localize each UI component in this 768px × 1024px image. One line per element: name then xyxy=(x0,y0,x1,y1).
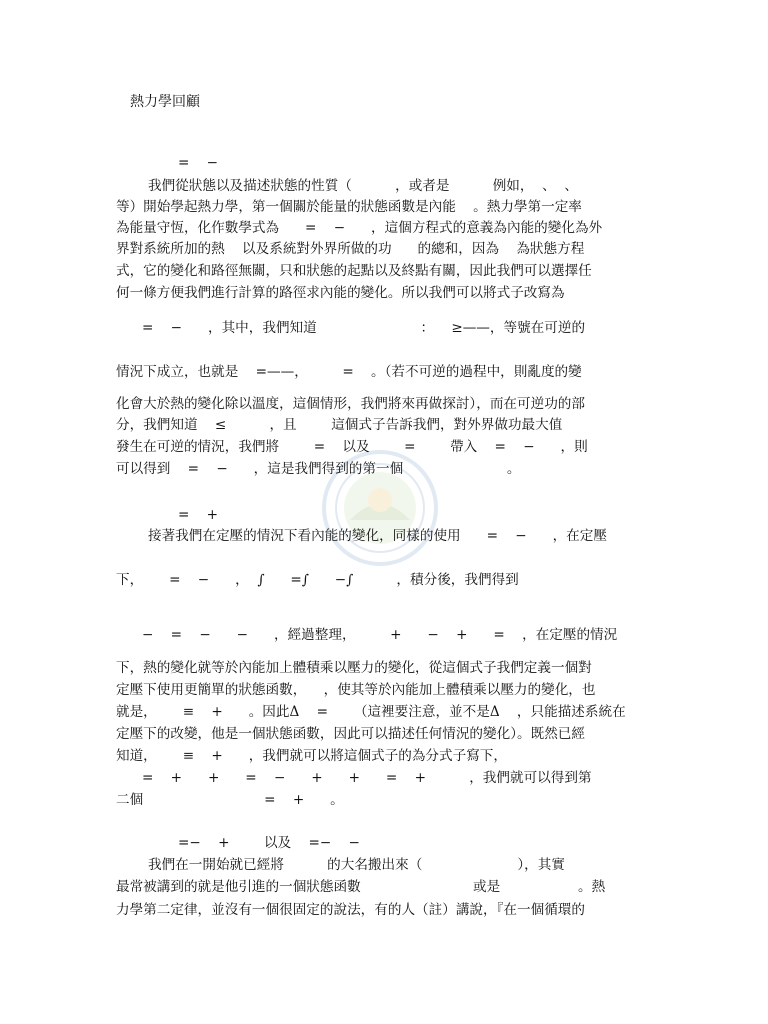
equation-line: =− + 以及 =− − xyxy=(178,835,360,851)
text-line: 分，我們知道 ≤ ，且 這個式子告訴我們，對外界做功最大值 xyxy=(116,417,563,433)
text-line: = + + = − + + = + ，我們就可以得到第 xyxy=(142,770,592,786)
equation-line: = + xyxy=(178,507,219,523)
text-line: 界對系統所加的熱 以及系統對外界所做的功 的總和，因為 為狀態方程 xyxy=(116,241,585,257)
text-line: 最常被講到的就是他引進的一個狀態函數 或是 。熱 xyxy=(116,879,606,895)
text-line: 就是， ≡ + 。因此Δ = （這裡要注意，並不是Δ ，只能描述系統在 xyxy=(116,704,626,720)
text-line: 力學第二定律，並沒有一個很固定的說法，有的人（註）講說，『在一個循環的 xyxy=(116,902,585,918)
text-line: 定壓下的改變，他是一個狀態函數，因此可以描述任何情況的變化）。既然已經 xyxy=(116,726,585,742)
page-title: 熱力學回顧 xyxy=(130,94,200,110)
text-line: 我們從狀態以及描述狀態的性質（ ，或者是 例如， 、 、 xyxy=(148,178,578,194)
text-line: − = − − ，經過整理， + − + = ，在定壓的情況 xyxy=(142,627,618,643)
text-line: 下，熱的變化就等於內能加上體積乘以壓力的變化，從這個式子我們定義一個對 xyxy=(116,660,592,676)
text-line: 定壓下使用更簡單的狀態函數， ，使其等於內能加上體積乘以壓力的變化，也 xyxy=(116,682,596,698)
text-line: 化會大於熱的變化除以溫度，這個情形，我們將來再做探討），而在可逆功的部 xyxy=(116,396,585,412)
text-line: = − ，其中，我們知道 ： ≥——，等號在可逆的 xyxy=(142,320,586,336)
text-line: 可以得到 = − ，這是我們得到的第一個 。 xyxy=(116,461,521,477)
text-line: 下， = − ， ∫ =∫ −∫ ，積分後，我們得到 xyxy=(116,572,519,588)
text-line: 我們在一開始就已經將 的大名搬出來（ ），其實 xyxy=(148,857,565,873)
text-line: 情況下成立，也就是 =——， = 。（若不可逆的過程中，則亂度的變 xyxy=(116,364,582,380)
text-line: 等）開始學起熱力學，第一個關於能量的狀態函數是內能 。熱力學第一定率 xyxy=(116,199,582,215)
text-line: 接著我們在定壓的情況下看內能的變化，同樣的使用 = − ，在定壓 xyxy=(148,528,607,544)
text-line: 發生在可逆的情況，我們將 = 以及 = 帶入 = − ，則 xyxy=(116,439,588,455)
text-line: 何一條方便我們進行計算的路徑求內能的變化。所以我們可以將式子改寫為 xyxy=(116,285,565,301)
text-line: 知道， ≡ + ，我們就可以將這個式子的為分式子寫下， xyxy=(116,748,507,764)
text-line: 式，它的變化和路徑無關，只和狀態的起點以及終點有關，因此我們可以選擇任 xyxy=(116,263,592,279)
equation-line: = − xyxy=(178,155,219,171)
text-line: 為能量守恆，化作數學式為 = − ，這個方程式的意義為內能的變化為外 xyxy=(116,220,603,236)
text-line: 二個 = + 。 xyxy=(116,792,344,808)
